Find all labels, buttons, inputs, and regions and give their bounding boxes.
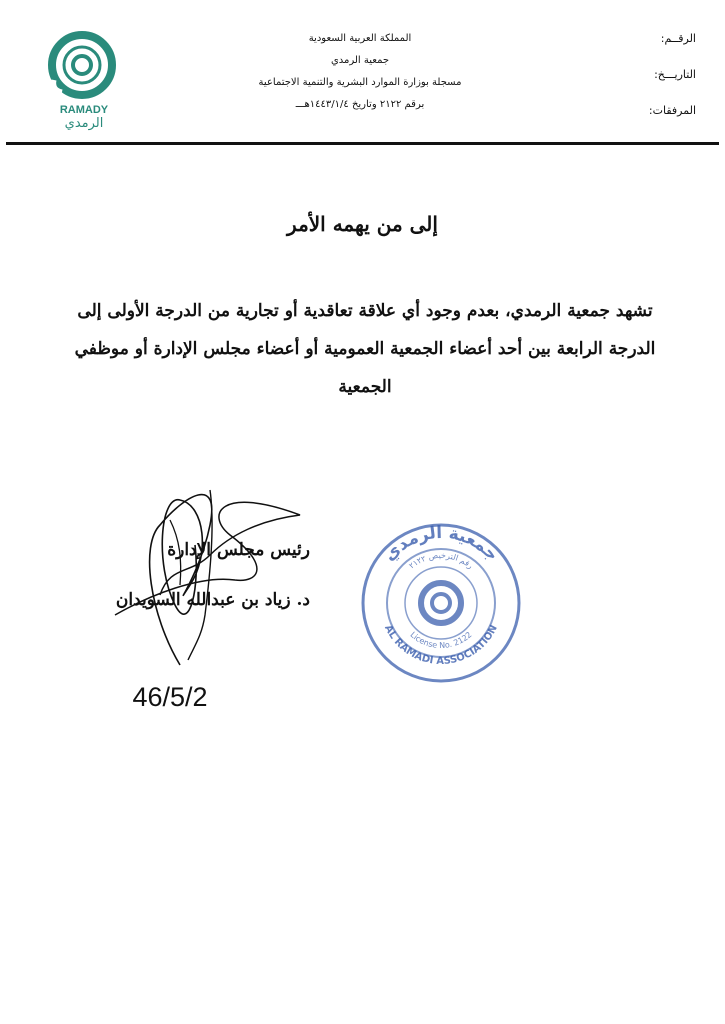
- logo-name-en: RAMADY: [59, 104, 109, 116]
- stamp-outer-top: جمعية الرمدي: [379, 522, 503, 566]
- signature-date: 46/5/2: [132, 682, 208, 712]
- svg-text:License No. 2122: [408, 630, 473, 650]
- stamp-outer-bottom: AL RAMADI ASSOCIATION: [382, 623, 500, 668]
- letter-body: تشهد جمعية الرمدي، بعدم وجود أي علاقة تعاقدية أو تجارية من الدرجة الأولى إلى الدرجة الرابعة بين أحد أعضاء الجمعية العمومية أو أعضاء مجلس الإدارة أو موظفي الجمعية: [74, 301, 656, 397]
- date-label: التاريـــخ:: [654, 68, 696, 81]
- letter-subject: إلى من يهمه الأمر: [287, 212, 438, 236]
- handwritten-signature: [110, 465, 310, 675]
- letterhead-country: المملكة العربية السعودية: [308, 33, 412, 44]
- logo-mark-icon: [44, 30, 124, 100]
- org-logo: [44, 30, 124, 130]
- ref-label: الرقــم:: [660, 32, 696, 45]
- official-stamp: [358, 520, 524, 686]
- signatory-title: رئيس مجلس الإدارة: [167, 540, 310, 560]
- letterhead-number: برقم ٢١٢٢ وتاريخ ١٤٤٣/١/٤هـــ: [295, 99, 425, 110]
- letterhead: [240, 28, 480, 116]
- signatory-name: د. زياد بن عبدالله السويدان: [115, 590, 310, 610]
- letterhead-org: جمعية الرمدي: [330, 55, 390, 66]
- header-divider: [6, 142, 719, 145]
- attachments-label: المرفقات:: [648, 104, 696, 117]
- logo-name-ar: الرمدي: [64, 116, 104, 131]
- letterhead-registration: مسجلة بوزارة الموارد البشرية والتنمية الاجتماعية: [258, 77, 462, 88]
- stamp-license: License No. 2122: [408, 630, 474, 651]
- stamp-inner-top: رقم الترخيص ٢١٢٢: [407, 550, 475, 571]
